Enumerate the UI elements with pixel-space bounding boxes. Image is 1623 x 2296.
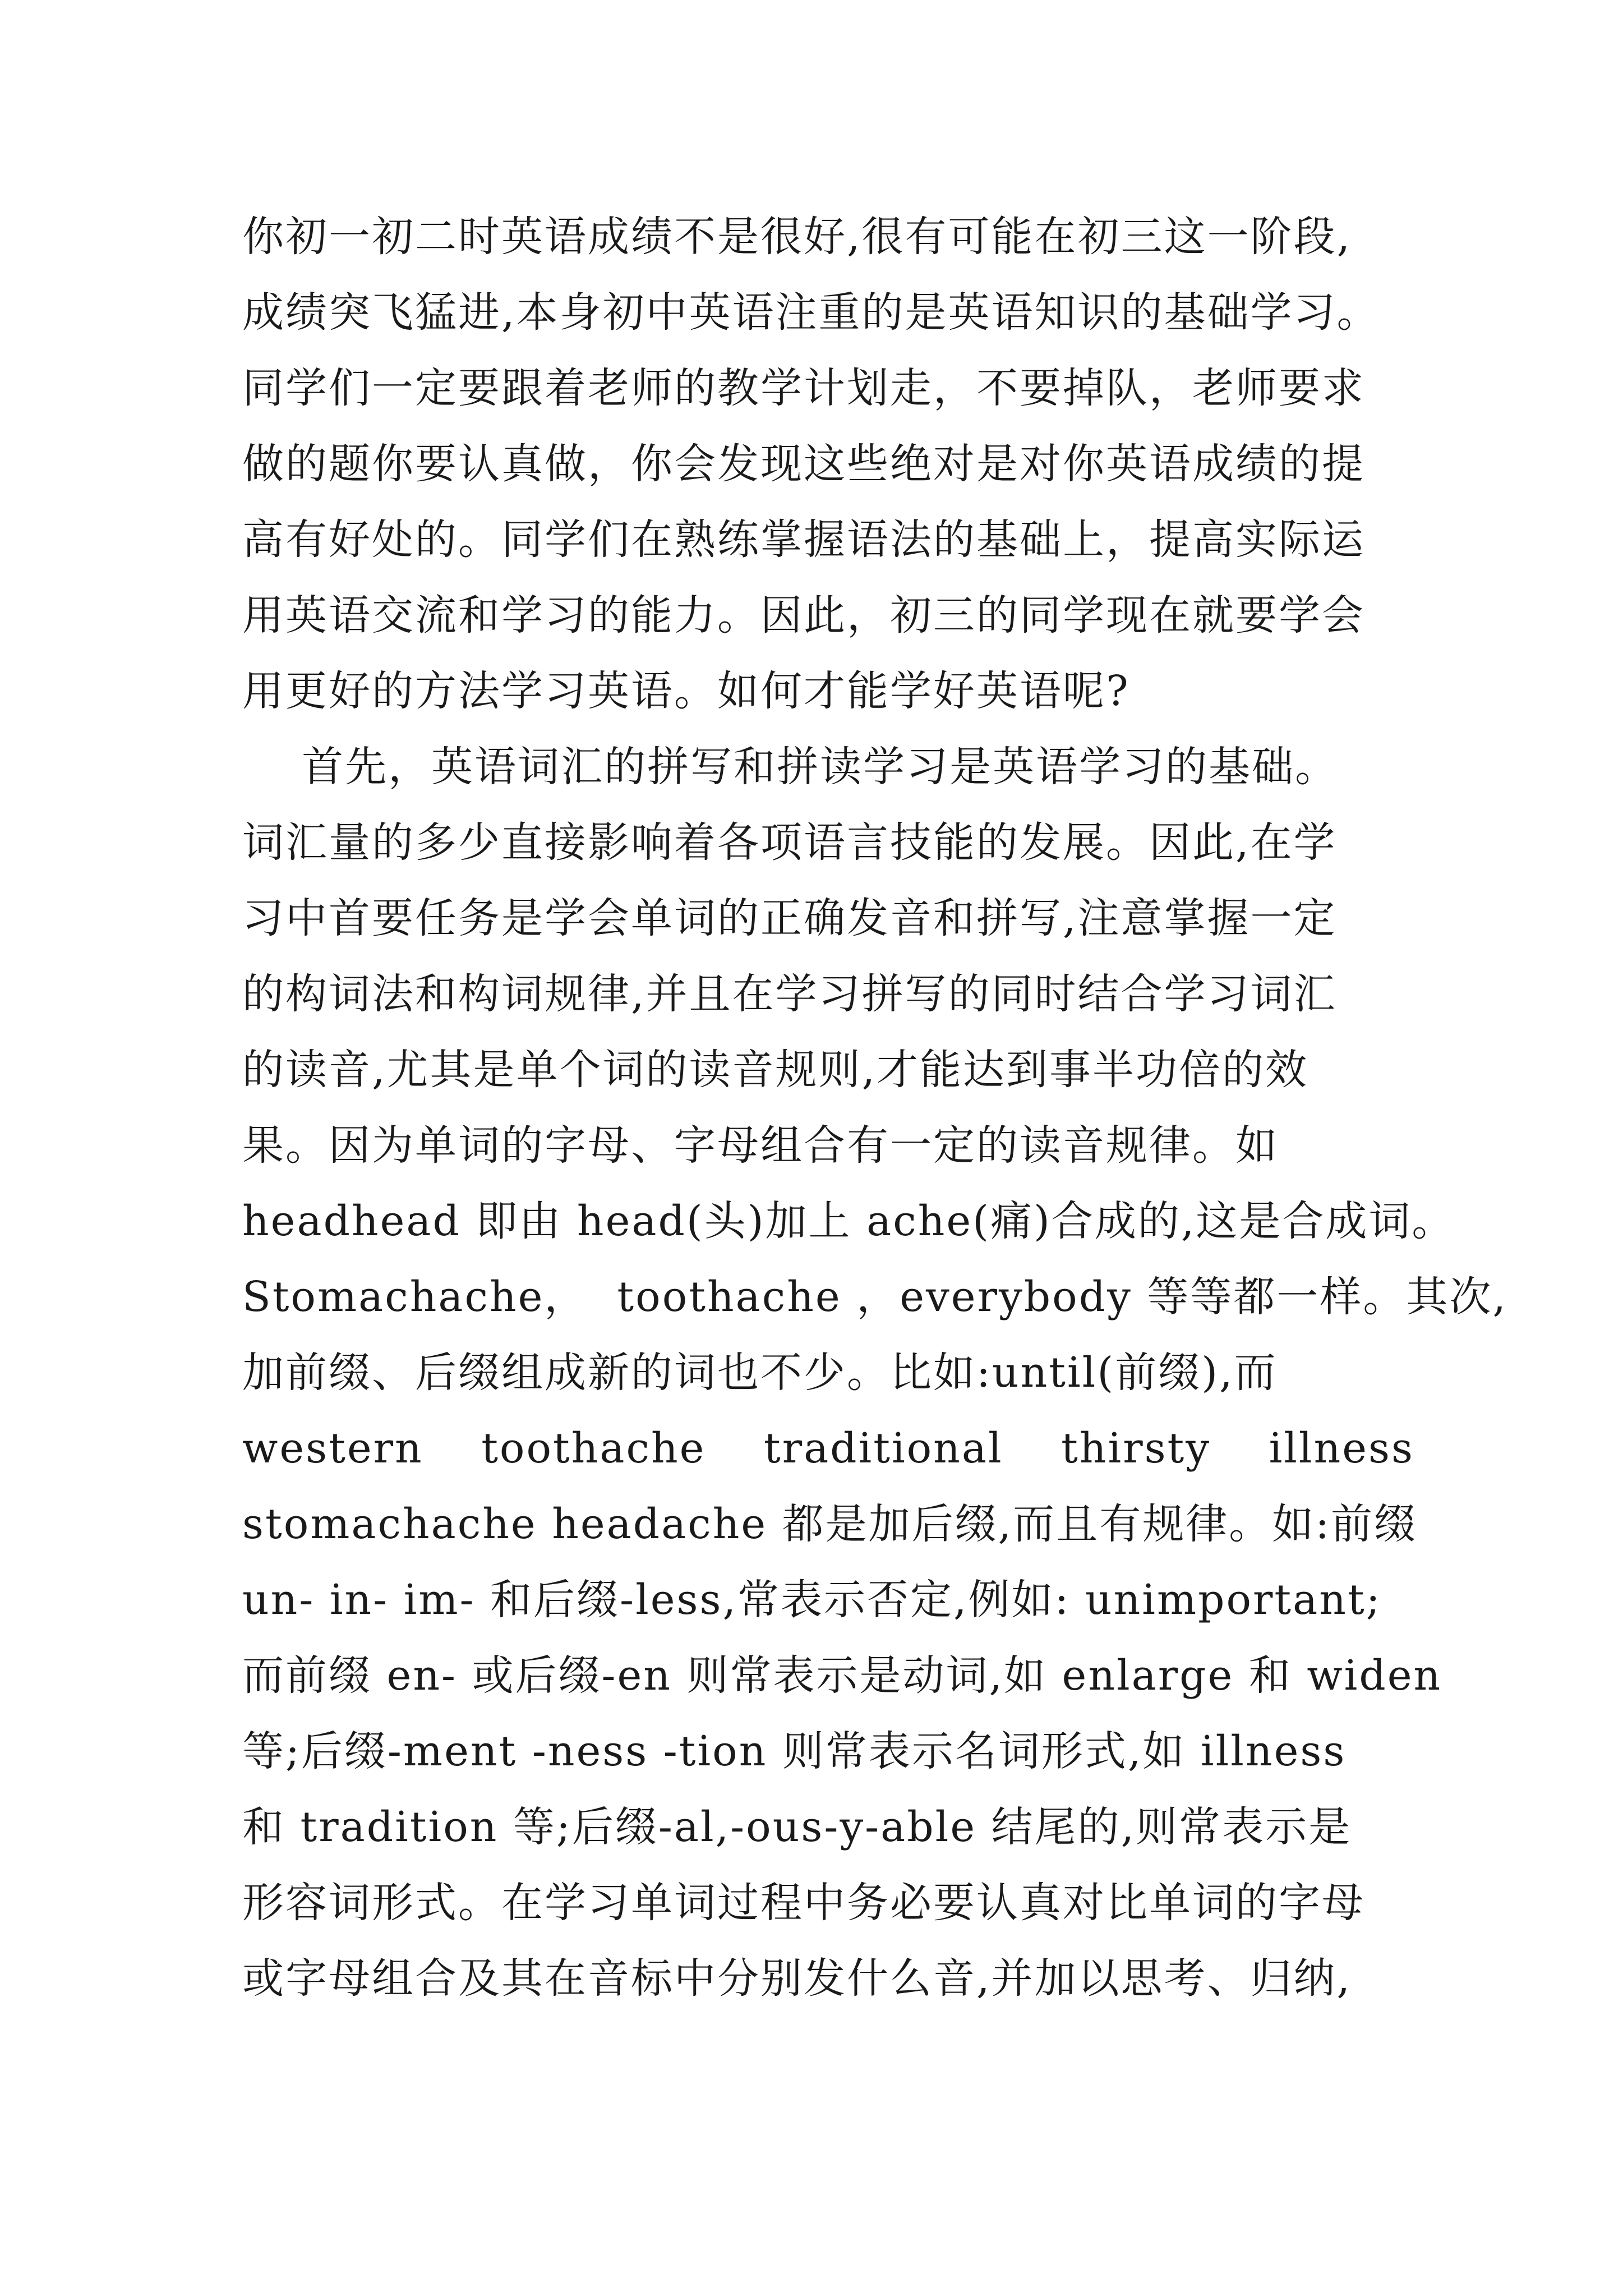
paragraph-start-line: 首先，英语词汇的拼写和拼读学习是英语学习的基础。 [242,743,1339,791]
text-line: 习中首要任务是学会单词的正确发音和拼写,注意掌握一定 [242,894,1337,942]
word: thirsty [1061,1424,1211,1473]
word: illness [1269,1424,1414,1473]
text-line: 用英语交流和学习的能力。因此，初三的同学现在就要学会 [242,591,1365,639]
text-line: 做的题你要认真做，你会发现这些绝对是对你英语成绩的提 [242,440,1365,488]
text-line: 的读音,尤其是单个词的读音规则,才能达到事半功倍的效 [242,1046,1309,1094]
text-line: stomachache headache 都是加后缀,而且有规律。如:前缀 [242,1500,1418,1548]
word: western [242,1424,423,1473]
text-line: 成绩突飞猛进,本身初中英语注重的是英语知识的基础学习。 [242,288,1380,337]
text-line: 形容词形式。在学习单词过程中务必要认真对比单词的字母 [242,1879,1365,1927]
text-line: 或字母组合及其在音标中分别发什么音,并加以思考、归纳, [242,1954,1352,2003]
word: toothache [481,1424,706,1473]
text-line: 果。因为单词的字母、字母组合有一定的读音规律。如 [242,1121,1279,1170]
text-line: 高有好处的。同学们在熟练掌握语法的基础上，提高实际运 [242,516,1365,564]
text-line: headhead 即由 head(头)加上 ache(痛)合成的,这是合成词。 [242,1197,1455,1245]
text-line: 词汇量的多少直接影响着各项语言技能的发展。因此,在学 [242,818,1337,867]
text-line: 的构词法和构词规律,并且在学习拼写的同时结合学习词汇 [242,970,1337,1018]
text-line: 和 tradition 等;后缀-al,-ous-y-able 结尾的,则常表示是 [242,1803,1352,1851]
text-line: un- in- im- 和后缀-less,常表示否定,例如: unimportant; [242,1576,1382,1624]
text-line: 而前缀 en- 或后缀-en 则常表示是动词,如 enlarge 和 widen [242,1651,1442,1700]
text-line: 同学们一定要跟着老师的教学计划走，不要掉队，老师要求 [242,364,1365,412]
text-line: 加前缀、后缀组成新的词也不少。比如:until(前缀),而 [242,1349,1278,1397]
body-text [242,199,1507,2017]
word: traditional [763,1424,1003,1473]
text-line: Stomachache， toothache ，everybody 等等都一样。其次, [242,1273,1507,1321]
text-line: 你初一初二时英语成绩不是很好,很有可能在初三这一阶段, [242,213,1352,261]
justified-word-line [242,1411,1414,1487]
text-line: 用更好的方法学习英语。如何才能学好英语呢? [242,667,1130,715]
text-line: 等;后缀-ment -ness -tion 则常表示名词形式,如 illness [242,1727,1347,1775]
